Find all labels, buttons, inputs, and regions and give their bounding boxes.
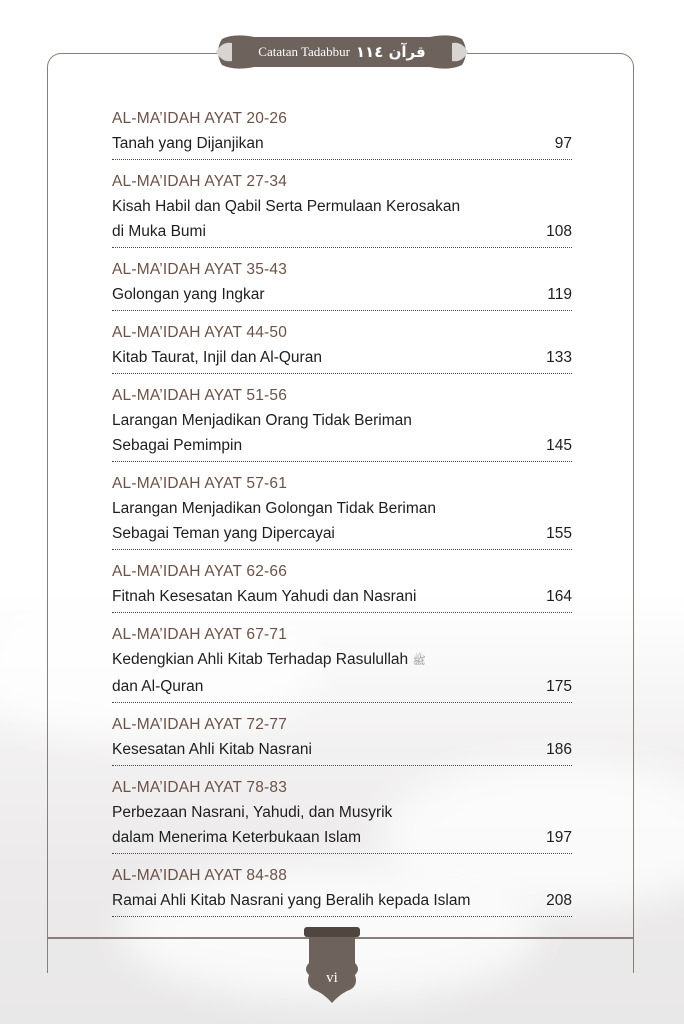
entry-title-line [112,521,512,546]
page-number-tab [303,925,361,1005]
entry-title-text: Tanah yang Dijanjikan [112,135,264,152]
toc-entry [112,383,572,462]
chapter-heading: AL-MA’IDAH AYAT 44-50 [112,324,288,341]
entry-title-line [112,647,512,674]
entry-title-text: Larangan Menjadikan Orang Tidak Beriman [112,412,412,429]
entry-title-text: Kedengkian Ahli Kitab Terhadap Rasulullah [112,651,409,668]
page-number-ref: 97 [554,135,572,152]
entry-title-text: Golongan yang Ingkar [112,286,265,303]
entry-title-line [112,584,512,609]
page-number: vi [326,970,338,986]
entry-title-line [112,674,512,699]
entry-title-text: Kisah Habil dan Qabil Serta Permulaan Kerosakan [112,198,461,215]
toc-entry [112,863,572,917]
chapter-heading: AL-MA’IDAH AYAT 72-77 [112,716,288,733]
page-number-ref: 197 [546,829,572,846]
entry-title-text: Kesesatan Ahli Kitab Nasrani [112,741,312,758]
header-banner [214,33,470,71]
page-number-ref: 155 [546,525,572,542]
entry-title-line [112,496,512,521]
entry-title-text: Ramai Ahli Kitab Nasrani yang Beralih kepada Islam [112,892,471,909]
toc-entry [112,559,572,613]
honorific-symbol: ﷺ [412,655,426,667]
chapter-heading: AL-MA’IDAH AYAT 67-71 [112,626,288,643]
header-title: Catatan Tadabbur [258,44,350,59]
chapter-heading: AL-MA’IDAH AYAT 78-83 [112,779,288,796]
page-number-ref: 208 [546,892,572,909]
entry-title-line [112,345,512,370]
toc-entry [112,320,572,374]
entry-title-line [112,825,512,850]
entry-title-line [112,408,512,433]
chapter-heading: AL-MA’IDAH AYAT 20-26 [112,110,288,127]
entry-title-line [112,282,512,307]
chapter-heading: AL-MA’IDAH AYAT 27-34 [112,173,288,190]
entry-title-line [112,194,512,219]
entry-title-text: Sebagai Pemimpin [112,437,243,454]
page-number-ref: 108 [546,223,572,240]
toc-entry [112,622,572,703]
entry-title-line [112,737,512,762]
chapter-heading: AL-MA’IDAH AYAT 51-56 [112,387,288,404]
entry-title-text: Fitnah Kesesatan Kaum Yahudi dan Nasrani [112,588,417,605]
page-number-ref: 145 [546,437,572,454]
chapter-heading: AL-MA’IDAH AYAT 35-43 [112,261,288,278]
chapter-heading: AL-MA’IDAH AYAT 57-61 [112,475,288,492]
toc-entry [112,257,572,311]
entry-title-text: dan Al-Quran [112,678,204,695]
entry-title-text: Perbezaan Nasrani, Yahudi, dan Musyrik [112,804,393,821]
entry-title-text: Larangan Menjadikan Golongan Tidak Beriman [112,500,436,517]
page-tab-shape [303,925,361,1005]
quran-logo: قرآن ١١٤ [355,43,426,61]
entry-title-text: di Muka Bumi [112,223,206,240]
page-number-ref: 164 [546,588,572,605]
toc-entry [112,712,572,766]
page-number-ref: 133 [546,349,572,366]
page-number-ref: 175 [546,678,572,695]
entry-title-line [112,219,512,244]
entry-title-line [112,800,512,825]
entry-title-line [112,888,512,913]
entry-title-text: dalam Menerima Keterbukaan Islam [112,829,361,846]
toc-entry [112,169,572,248]
table-of-contents [112,106,572,926]
entry-title-line [112,131,512,156]
page-number-ref: 119 [547,286,572,303]
entry-title-text: Kitab Taurat, Injil dan Al-Quran [112,349,322,366]
toc-entry [112,106,572,160]
page-number-ref: 186 [546,741,572,758]
toc-entry [112,775,572,854]
entry-title-line [112,433,512,458]
entry-title-text: Sebagai Teman yang Dipercayai [112,525,335,542]
chapter-heading: AL-MA’IDAH AYAT 84-88 [112,867,288,884]
chapter-heading: AL-MA’IDAH AYAT 62-66 [112,563,288,580]
toc-entry [112,471,572,550]
